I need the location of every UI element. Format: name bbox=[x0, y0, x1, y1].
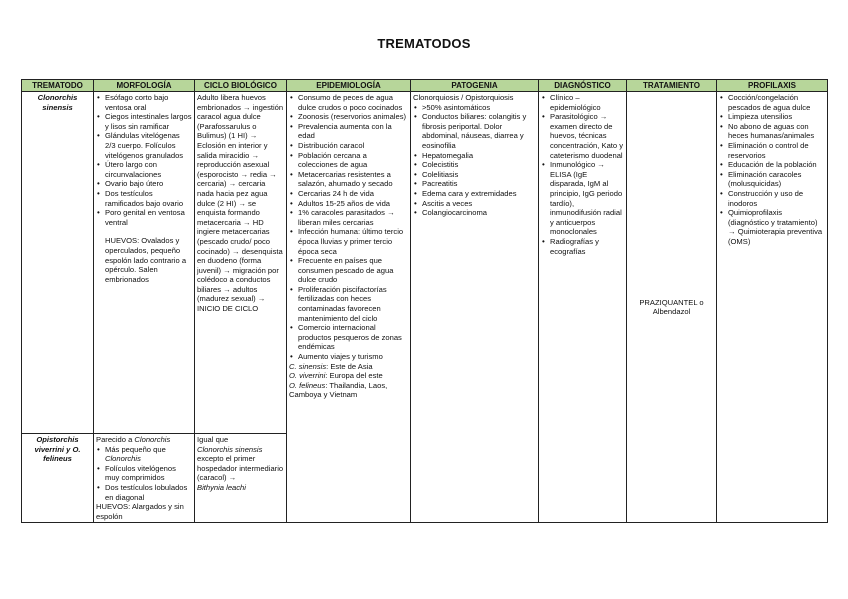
list-item: • Ascitis a veces bbox=[422, 199, 536, 209]
page-title: TREMATODOS bbox=[377, 36, 471, 51]
list-item: • Comercio internacional productos pesqueros de zonas endémicas bbox=[298, 323, 408, 352]
list-item: • Distribución caracol bbox=[298, 141, 408, 151]
header-patogenia: PATOGENIA bbox=[411, 80, 539, 92]
header-tratamiento: TRATAMIENTO bbox=[627, 80, 717, 92]
distribucion-c-sinensis: C. sinensis: Este de Asia bbox=[289, 361, 373, 371]
header-diagnostico: DIAGNÓSTICO bbox=[539, 80, 627, 92]
tratamiento-cell: PRAZIQUANTEL o Albendazol bbox=[627, 92, 717, 523]
list-item: • Quimioprofilaxis (diagnóstico y tratamiento) → Quimioterapia preventiva (OMS) bbox=[728, 208, 825, 246]
header-epidemiologia: EPIDEMIOLOGÍA bbox=[287, 80, 411, 92]
list-item: • Clínico – epidemiológico bbox=[550, 93, 624, 112]
list-item: • Ciegos intestinales largos y lisos sin ramificar bbox=[105, 112, 192, 131]
list-item: • >50% asintomáticos bbox=[422, 103, 536, 113]
huevos-clonorchis: HUEVOS: Ovalados y operculados, pequeño espolón lado contrario a opérculo. Salen embrionados bbox=[105, 236, 187, 284]
ciclo-opistorchis: Igual que Clonorchis sinensis excepto el primer hospedador intermediario (caracol) → Bithynia leachi bbox=[195, 434, 287, 523]
list-item: • Adultos 15-25 años de vida bbox=[298, 199, 408, 209]
patogenia-intro: Clonorquiosis / Opistorquiosis bbox=[413, 93, 514, 102]
list-item: • Parasitológico → examen directo de huevos, técnicas concentración, Kato y cateterismo duodenal bbox=[550, 112, 624, 160]
list-item: • Zoonosis (reservorios animales) bbox=[298, 112, 408, 122]
profilaxis-cell bbox=[717, 92, 828, 523]
list-item: • Frecuente en países que consumen pescado de agua dulce crudo bbox=[298, 256, 408, 285]
list-item: • Folículos vitelógenos muy comprimidos bbox=[105, 464, 192, 483]
list-item: • No abono de aguas con heces humanas/animales bbox=[728, 122, 825, 141]
distribucion-o-felineus: O. felineus: Thailandia, Laos, Camboya y Vietnam bbox=[289, 380, 388, 400]
list-item: • Eliminación o control de reservorios bbox=[728, 141, 825, 160]
list-item: • Ovario bajo útero bbox=[105, 179, 192, 189]
list-item: • Infección humana: último tercio época lluvias y primer tercio época seca bbox=[298, 227, 408, 256]
list-item: • Metacercarias resistentes a salazón, ahumado y secado bbox=[298, 170, 408, 189]
list-item: • Radiografías y ecografías bbox=[550, 237, 624, 256]
patogenia-cell bbox=[411, 92, 539, 523]
list-item: • Inmunológico → ELISA (IgE disparada, IgM al principio, IgG periodo tardío), inmunodifusión radial y anticuerpos monoclonales bbox=[550, 160, 624, 237]
distribucion-o-viverrini: O. viverrini: Europa del este bbox=[289, 371, 383, 381]
list-item: • 1% caracoles parasitados → liberan miles cercarias bbox=[298, 208, 408, 227]
morfologia-clonorchis bbox=[94, 92, 195, 434]
header-row bbox=[22, 80, 828, 92]
list-item: • Prevalencia aumenta con la edad bbox=[298, 122, 408, 141]
trematodo-name-opistorchis: Opistorchis viverrini y O. felineus bbox=[22, 434, 94, 523]
list-item: • Población cercana a colecciones de agua bbox=[298, 151, 408, 170]
list-item: • Limpieza utensilios bbox=[728, 112, 825, 122]
header-ciclo-biologico: CICLO BIOLÓGICO bbox=[195, 80, 287, 92]
huevos-opistorchis: HUEVOS: Alargados y sin espolón bbox=[96, 502, 184, 521]
table-row-clonorchis bbox=[22, 92, 828, 434]
trematodo-name-clonorchis: Clonorchis sinensis bbox=[22, 92, 94, 434]
list-item: • Edema cara y extremidades bbox=[422, 189, 536, 199]
list-item: • Hepatomegalia bbox=[422, 151, 536, 161]
list-item: • Construcción y uso de inodoros bbox=[728, 189, 825, 208]
list-item: • Proliferación piscifactorías fertilizadas con heces contaminadas favorecen mantenimiento del ciclo bbox=[298, 285, 408, 323]
ciclo-clonorchis: Adulto libera huevos embrionados → ingestión caracol agua dulce (Parafossarulus o Bulimus) (1 HI) → Eclosión en interior y salida miracidio → reproducción asexual (esporocisto → redia → cercaria) → cercaria nada hacia pez agua dulce (2 HI) → se enquista formando metacercaria → HD ingiere metacercarias (pescado crudo/ poco cocinado) → desenquista en duodeno (forma juvenil) → migración por colédoco a conductos biliares → adultos (madurez sexual) → INICIO DE CICLO bbox=[195, 92, 287, 434]
list-item: • Conductos biliares: colangitis y fibrosis periportal. Dolor abdominal, náuseas, diarrea y eosinofilia bbox=[422, 112, 536, 150]
list-item: • Dos testículos ramificados bajo ovario bbox=[105, 189, 192, 208]
list-item: • Aumento viajes y turismo bbox=[298, 352, 408, 362]
list-item: • Colangiocarcinoma bbox=[422, 208, 536, 218]
trematodos-table bbox=[21, 79, 828, 523]
header-trematodo: TREMATODO bbox=[22, 80, 94, 92]
morfologia-opistorchis: Parecido a Clonorchis • Más pequeño que Clonorchis • Folículos vitelógenos muy comprimidos • Dos testículos lobulados en diagonal HUEVOS: Alargados y sin espolón bbox=[94, 434, 195, 523]
list-item: • Dos testículos lobulados en diagonal bbox=[105, 483, 192, 502]
list-item: • Cocción/congelación pescados de agua dulce bbox=[728, 93, 825, 112]
header-morfologia: MORFOLOGÍA bbox=[94, 80, 195, 92]
header-profilaxis: PROFILAXIS bbox=[717, 80, 828, 92]
list-item: • Educación de la población bbox=[728, 160, 825, 170]
list-item: • Poro genital en ventosa ventral bbox=[105, 208, 192, 227]
epidemiologia-cell bbox=[287, 92, 411, 523]
list-item: • Eliminación caracoles (molusquicidas) bbox=[728, 170, 825, 189]
list-item: • Colelitiasis bbox=[422, 170, 536, 180]
list-item: • Consumo de peces de agua dulce crudos o poco cocinados bbox=[298, 93, 408, 112]
list-item: • Glándulas vitelógenas 2/3 cuerpo. Folículos vitelógenos granulados bbox=[105, 131, 192, 160]
list-item: • Colecistitis bbox=[422, 160, 536, 170]
list-item: • Pacreatitis bbox=[422, 179, 536, 189]
list-item: • Cercarias 24 h de vida bbox=[298, 189, 408, 199]
diagnostico-cell bbox=[539, 92, 627, 523]
list-item: • Útero largo con circunvalaciones bbox=[105, 160, 192, 179]
list-item: • Más pequeño que Clonorchis bbox=[105, 445, 192, 464]
list-item: • Esófago corto bajo ventosa oral bbox=[105, 93, 192, 112]
